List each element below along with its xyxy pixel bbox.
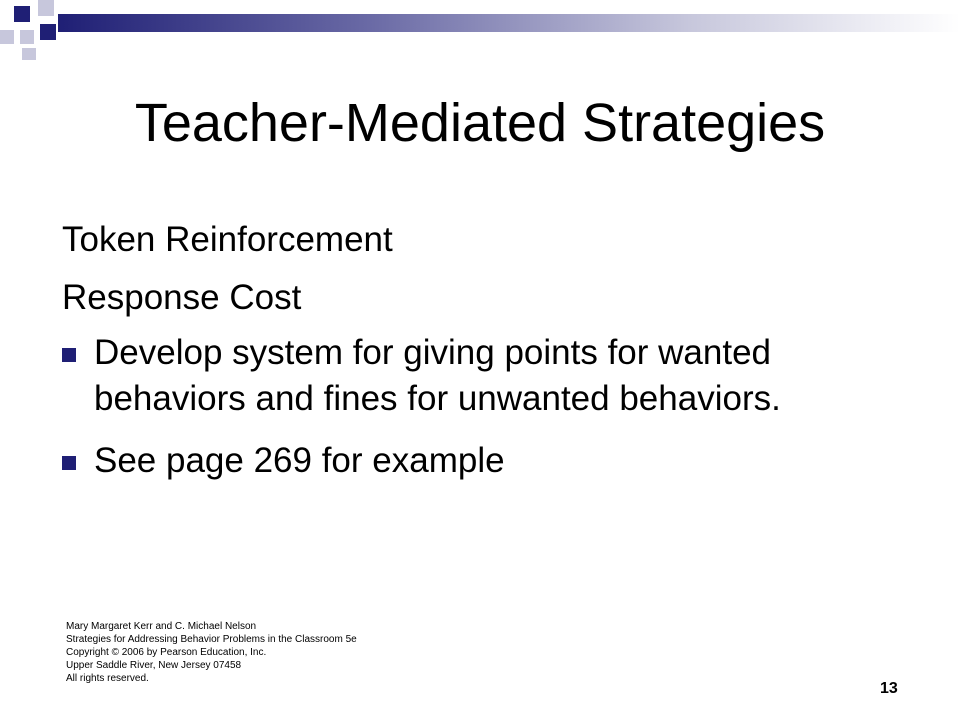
decor-square: [20, 30, 34, 44]
footer-line: Copyright © 2006 by Pearson Education, Inc.: [66, 647, 267, 658]
page-number: 13: [880, 680, 898, 697]
copyright-footer: [66, 620, 357, 685]
footer-line: All rights reserved.: [66, 673, 149, 684]
bullet-item: [62, 438, 922, 484]
footer-line: Mary Margaret Kerr and C. Michael Nelson: [66, 621, 257, 632]
bullet-text: See page 269 for example: [94, 441, 505, 480]
square-bullet-icon: [62, 456, 76, 470]
slide-title: Teacher-Mediated Strategies: [134, 93, 826, 153]
bullet-text: Develop system for giving points for wanted behaviors and fines for unwanted behaviors.: [94, 333, 781, 418]
footer-line: Upper Saddle River, New Jersey 07458: [66, 660, 242, 671]
decor-square: [38, 0, 54, 16]
decor-square: [14, 6, 30, 22]
slide-body: [62, 214, 922, 500]
decor-square: [22, 48, 36, 60]
decorative-header: [0, 0, 960, 60]
bullet-item: [62, 330, 922, 422]
footer-line: Strategies for Addressing Behavior Problems in the Classroom 5e: [66, 634, 357, 645]
decor-square: [40, 24, 56, 40]
body-line-token-reinforcement: Token Reinforcement: [62, 220, 393, 259]
decor-square: [0, 30, 14, 44]
body-line-response-cost: Response Cost: [62, 278, 302, 317]
square-bullet-icon: [62, 348, 76, 362]
gradient-band: [58, 14, 960, 32]
